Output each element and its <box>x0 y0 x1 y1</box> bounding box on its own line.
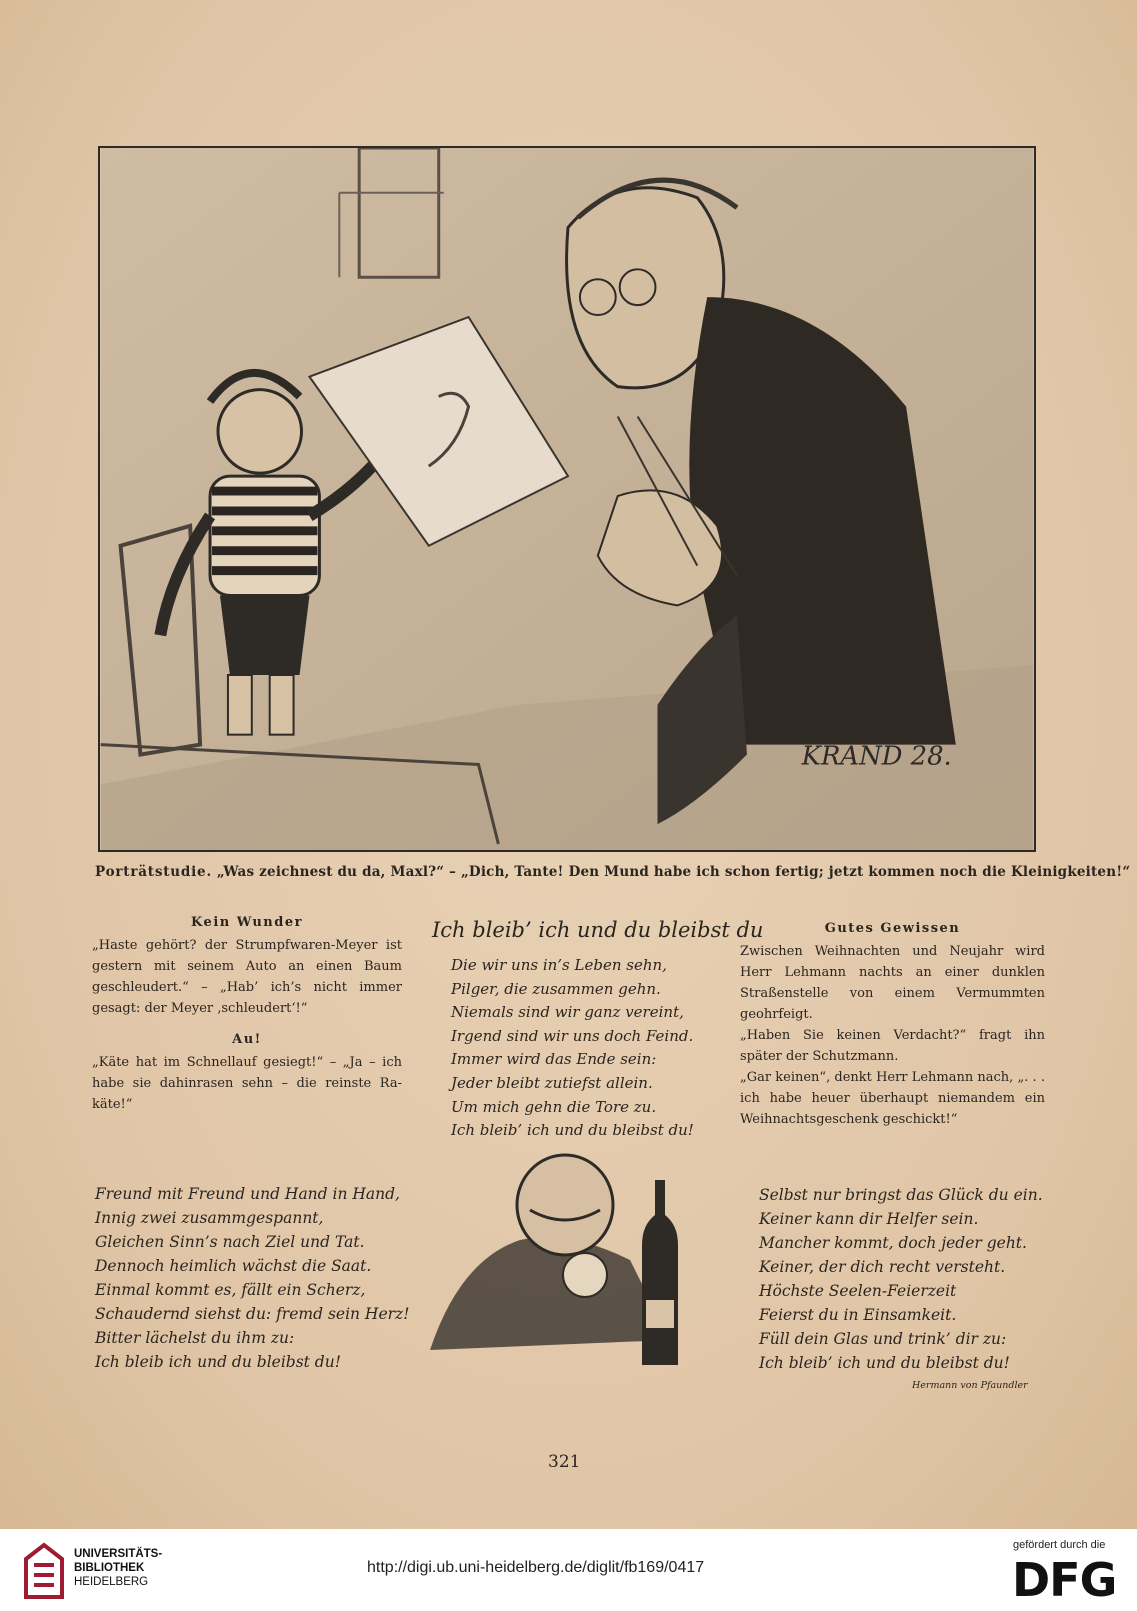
poem-line: Ich bleib ich und du bleibst du! <box>95 1353 341 1371</box>
poem-line: Pilger, die zusammen gehn. <box>451 979 661 998</box>
joke-heading-au: Au! <box>232 1032 262 1047</box>
poem-line: Irgend sind wir uns doch Feind. <box>451 1026 694 1045</box>
poem-line: Keiner, der dich recht versteht. <box>759 1258 1006 1276</box>
poem-line: Die wir uns in’s Leben sehn, <box>451 956 667 974</box>
poem-left-stanza <box>95 1182 409 1374</box>
portrait-study-drawing <box>100 148 1034 850</box>
right-joke-column <box>740 918 1045 1130</box>
poem-line: Gleichen Sinn’s nach Ziel und Tat. <box>95 1233 365 1251</box>
illustration-caption <box>95 864 1131 880</box>
page-number: 321 <box>548 1452 581 1472</box>
joke-heading-kein-wunder: Kein Wunder <box>191 915 303 930</box>
poem-line: Feierst du in Einsamkeit. <box>759 1306 957 1324</box>
poem-line: Ich bleib’ ich und du bleibst du! <box>759 1354 1010 1372</box>
joke-text-kein-wunder: „Haste gehört? der Strumpfwaren-Meyer ist gestern mit seinem Auto an einen Baum geschleudert.“ – „Hab’ ich’s nicht immer gesagt: der Meyer ‚schleudert‘!“ <box>92 938 402 1016</box>
poem-middle-stanza <box>451 954 694 1143</box>
dfg-logo: DFG <box>1012 1553 1117 1607</box>
library-line-2: BIBLIOTHEK <box>74 1562 145 1574</box>
digitization-footer <box>0 1529 1137 1611</box>
library-line-1: UNIVERSITÄTS- <box>74 1548 163 1560</box>
poem-line: Innig zwei zusammgespannt, <box>95 1209 324 1227</box>
funding-note: gefördert durch die <box>1013 1539 1106 1551</box>
library-line-3: HEIDELBERG <box>74 1576 149 1588</box>
poem-right-stanza <box>759 1183 1043 1375</box>
poem-line: Immer wird das Ende sein: <box>451 1050 657 1069</box>
permalink-url[interactable]: http://digi.ub.uni-heidelberg.de/diglit/fb169/0417 <box>367 1559 705 1576</box>
joke-text-para2: „Haben Sie keinen Verdacht?“ fragt ihn später der Schutzmann. <box>740 1028 1045 1064</box>
poem-line: Schaudernd siehst du: fremd sein Herz! <box>95 1305 410 1323</box>
poem-line: Selbst nur bringst das Glück du ein. <box>759 1186 1043 1204</box>
left-jokes-column <box>92 912 402 1115</box>
joke-heading-gutes-gewissen: Gutes Gewissen <box>824 921 961 936</box>
artist-signature: KRAND 28. <box>801 741 952 772</box>
poem-line: Füll dein Glas und trink’ dir zu: <box>759 1330 1007 1348</box>
university-library-logo-icon <box>22 1541 66 1601</box>
caption-text: „Was zeichnest du da, Maxl?“ – „Dich, Tante! Den Mund habe ich schon fertig; jetzt kommen noch die Kleinigkeiten!“ <box>216 864 1131 880</box>
drinker-illustration <box>420 1150 730 1370</box>
poem-line: Keiner kann dir Helfer sein. <box>759 1210 979 1228</box>
main-illustration <box>98 146 1036 852</box>
poem-line: Dennoch heimlich wächst die Saat. <box>95 1257 372 1275</box>
poem-line: Einmal kommt es, fällt ein Scherz, <box>95 1281 366 1299</box>
poem-line: Höchste Seelen-Feierzeit <box>759 1282 957 1300</box>
library-name <box>74 1547 162 1589</box>
joke-text-para1: Zwischen Weihnachten und Neujahr wird Herr Lehmann nachts an einer dunklen Straßenstelle von einem Vermummten geohrfeigt. <box>740 944 1045 1022</box>
poem-line: Niemals sind wir ganz vereint, <box>451 1003 684 1022</box>
caption-lead: Porträtstudie. <box>95 864 212 880</box>
poem-line: Mancher kommt, doch jeder geht. <box>759 1234 1027 1252</box>
joke-text-para3: „Gar keinen“, denkt Herr Lehmann nach, „. . . ich habe heuer überhaupt niemandem ein Weihnachtsgeschenk geschickt!“ <box>740 1070 1045 1127</box>
poem-line: Freund mit Freund und Hand in Hand, <box>95 1185 400 1203</box>
poem-line: Um mich gehn die Tore zu. <box>451 1097 657 1116</box>
poem-line: Jeder bleibt zutiefst allein. <box>451 1073 653 1092</box>
poem-title: Ich bleib’ ich und du bleibst du <box>432 918 764 942</box>
poem-line: Bitter lächelst du ihm zu: <box>95 1329 295 1347</box>
poem-author: Hermann von Pfaundler <box>912 1380 1028 1391</box>
joke-text-au: „Käte hat im Schnellauf gesiegt!“ – „Ja – ich habe sie dahinrasen sehn – die reinste Ra-käte!“ <box>92 1055 402 1112</box>
poem-line: Ich bleib’ ich und du bleibst du! <box>451 1121 694 1140</box>
